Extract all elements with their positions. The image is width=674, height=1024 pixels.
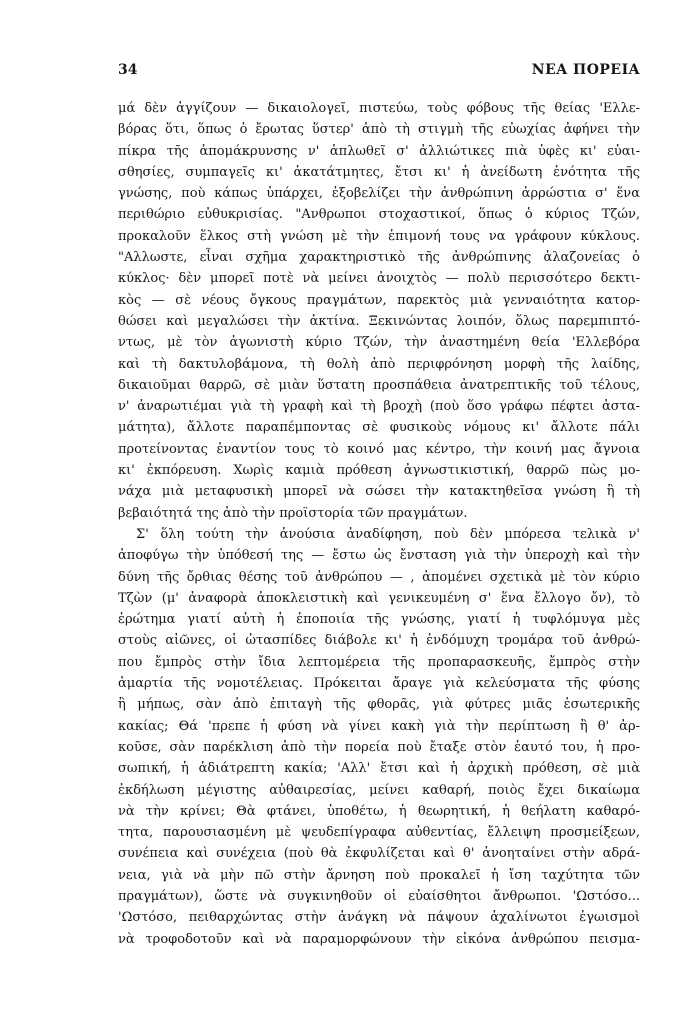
text-line: "Αλλωστε, εἶναι σχῆμα χαρακτηριστικὸ τῆς ἀνθρώπινης ἀλαζονείας ὁ xyxy=(118,250,640,266)
text-line: κακίας; Θά 'πρεπε ἡ φύση νὰ γίνει κακὴ γιὰ τὴν περίπτωση ἢ θ' ἀρ- xyxy=(118,718,640,734)
text-line: 'Ωστόσο, πειθαρχώντας στὴν ἀνάγκη νὰ πάψουν ἀχαλίνωτοι ἐγωισμοὶ xyxy=(118,910,640,926)
text-line: νὰ τροφοδοτοῦν καὶ νὰ παραμορφώνουν τὴν εἰκόνα ἀνθρώπου πεισμα- xyxy=(118,931,640,947)
text-line: δύνη τῆς ὄρθιας θέσης τοῦ ἀνθρώπου — , ἀπομένει σχετικὰ μὲ τὸν κύριο xyxy=(118,569,640,585)
text-line: στοὺς αἰῶνες, οἱ ὠτασπίδες διάβολε κι' ἡ ἐνδόμυχη τρομάρα τοῦ ἀνθρώ- xyxy=(118,633,640,649)
text-line: Τζὼν (μ' ἀναφορὰ ἀποκλειστικὴ καὶ γενικευμένη σ' ἕνα ἔλλογο ὄν), τὸ xyxy=(118,590,640,606)
text-line: βεβαιότητά της ἀπὸ τὴν προϊστορία τῶν πραγμάτων. xyxy=(118,505,468,521)
running-title: ΝΕΑ ΠΟΡΕΙΑ xyxy=(531,62,640,78)
text-line: θώσει καὶ μεγαλώσει τὴν ἀκτίνα. Ξεκινώντας λοιπόν, ὅλως παρεμπιπτό- xyxy=(118,313,640,329)
text-line: περιθώριο εὐθυκρισίας. "Ανθρωποι στοχαστικοί, ὅπως ὁ κύριος Τζών, xyxy=(118,207,640,223)
text-line: τητα, παρουσιασμένη μὲ ψευδεπίγραφα αὐθεντίας, ἔλλειψη προσμείξεων, xyxy=(118,825,640,841)
text-line: νὰ τὴν κρίνει; Θὰ φτάνει, ὑποθέτω, ἡ θεωρητική, ἡ θεήλατη καθαρό- xyxy=(118,803,640,819)
text-line: βόρας ὅτι, ὅπως ὁ ἔρωτας ὕστερ' ἀπὸ τὴ στιγμὴ τῆς εὐωχίας ἀφήνει τὴν xyxy=(118,122,640,138)
text-line: γνώσης, ποὺ κάπως ὑπάρχει, ἐξοβελίζει τὴν ἀνθρώπινη ἀρρώστια σ' ἕνα xyxy=(118,186,640,202)
text-line: πραγμάτων), ὥστε νὰ συγκινηθοῦν οἱ εὐαίσθητοι ἄνθρωποι. 'Ωστόσο... xyxy=(118,888,640,904)
text-line: ἀποφύγω τὴν ὑπόθεσή της — ἔστω ὡς ἔνσταση γιὰ τὴν ὑπεροχὴ καὶ τὴν xyxy=(118,548,640,564)
text-line: ἐκδήλωση μέγιστης αὐθαιρεσίας, μείνει καθαρή, ποιὸς ἔχει δικαίωμα xyxy=(118,782,640,798)
page-header xyxy=(118,62,640,84)
text-line: κὸς — σὲ νέους ὄγκους πραγμάτων, παρεκτὸς μιὰ γενναιότητα κατορ- xyxy=(118,292,640,308)
text-line: νάχα μιὰ μεταφυσικὴ μπορεῖ νὰ σώσει τὴν κατακτηθεῖσα γνώση ἢ τὴ xyxy=(118,484,640,500)
text-line: νεια, γιὰ νὰ μὴν πῶ στὴν ἄρνηση ποὺ προκαλεῖ ἡ ἴση ταχύτητα τῶν xyxy=(118,867,640,883)
text-line: ντως, μὲ τὸν ἀγωνιστὴ κύριο Τζών, τὴν ἀναστημένη θεία 'Ελλεβόρα xyxy=(118,335,640,351)
text-line: ἐρώτημα γιατί αὐτὴ ἡ ἐποποιία τῆς γνώσης, γιατί ἡ τυφλόμυγα μὲς xyxy=(118,612,640,628)
page-number: 34 xyxy=(118,62,138,78)
text-line: σωπική, ἡ ἀδιάτρεπτη κακία; 'Αλλ' ἔτσι καὶ ἡ ἀρχικὴ πρόθεση, σὲ μιὰ xyxy=(118,761,640,777)
text-line: μάτητα), ἄλλοτε παραπέμποντας σὲ φυσικοὺς νόμους κι' ἄλλοτε πάλι xyxy=(118,420,640,436)
paragraph xyxy=(118,98,640,524)
text-line: συνέπεια καὶ συνέχεια (ποὺ θὰ ἐκφυλίζεται καὶ θ' ἀνοηταίνει στὴν αδρά- xyxy=(118,846,640,862)
text-line: κι' ἐκπόρευση. Χωρὶς καμιὰ πρόθεση ἀγνωστικιστική, θαρρῶ πὼς μο- xyxy=(118,463,640,479)
text-line: ἁμαρτία τῆς νομοτέλειας. Πρόκειται ἄραγε γιὰ κελεύσματα τῆς φύσης xyxy=(118,676,640,692)
paragraph xyxy=(118,524,640,950)
text-line: ν' ἀναρωτιέμαι γιὰ τὴ γραφὴ καὶ τὴ βροχὴ (ποὺ ὅσο γράφω πέφτει ἀστα- xyxy=(118,399,640,415)
text-line: σθησίες, συμπαγεῖς κι' ἀκατάτμητες, ἔτσι κι' ἡ ἀνείδωτη ἑνότητα τῆς xyxy=(118,164,640,180)
text-line: Σ' ὅλη τούτη τὴν ἀνούσια ἀναδίφηση, ποὺ δὲν μπόρεσα τελικὰ ν' xyxy=(136,526,640,542)
text-line: καὶ τὴ δακτυλοβάμονα, τὴ θολὴ ἀπὸ περιφρόνηση μορφὴ τῆς λαίδης, xyxy=(118,356,640,372)
body-text xyxy=(118,98,640,950)
text-line: που ἔμπρὸς στὴν ἴδια λεπτομέρεια τῆς προπαρασκευῆς, ἔμπρὸς στὴν xyxy=(118,654,640,670)
text-line: ἢ μήπως, σὰν ἀπὸ ἐπιταγὴ τῆς φθορᾶς, γιὰ φύτρες μιᾶς ἐσωτερικῆς xyxy=(118,697,640,713)
text-line: κύκλος· δὲν μπορεῖ ποτὲ νὰ μείνει ἀνοιχτὸς — πολὺ περισσότερο δεκτι- xyxy=(118,271,640,287)
text-line: προτείνοντας ἐναντίον τους τὸ κοινό μας κέντρο, τὴν κοινή μας ἄγνοια xyxy=(118,441,640,457)
text-line: μά δὲν ἀγγίζουν — δικαιολογεῖ, πιστεύω, τοὺς φόβους τῆς θείας 'Ελλε- xyxy=(118,101,640,116)
text-line: πίκρα τῆς ἀπομάκρυνσης ν' ἁπλωθεῖ σ' ἀλλιώτικες πιὰ ὑφὲς κι' εὐαι- xyxy=(118,143,640,159)
text-line: δικαιοῦμαι θαρρῶ, σὲ μιὰν ὕστατη προσπάθεια ἀνατρεπτικῆς τοῦ τέλους, xyxy=(118,377,640,393)
text-line: προκαλοῦν ἕλκος στὴ γνώση μὲ τὴν ἐπιμονή τους να γράφουν κύκλους. xyxy=(118,228,640,244)
text-line: κοῦσε, σὰν παρέκλιση ἀπὸ τὴν πορεία ποὺ ἔταξε στὸν ἑαυτό του, ἡ προ- xyxy=(118,739,640,755)
